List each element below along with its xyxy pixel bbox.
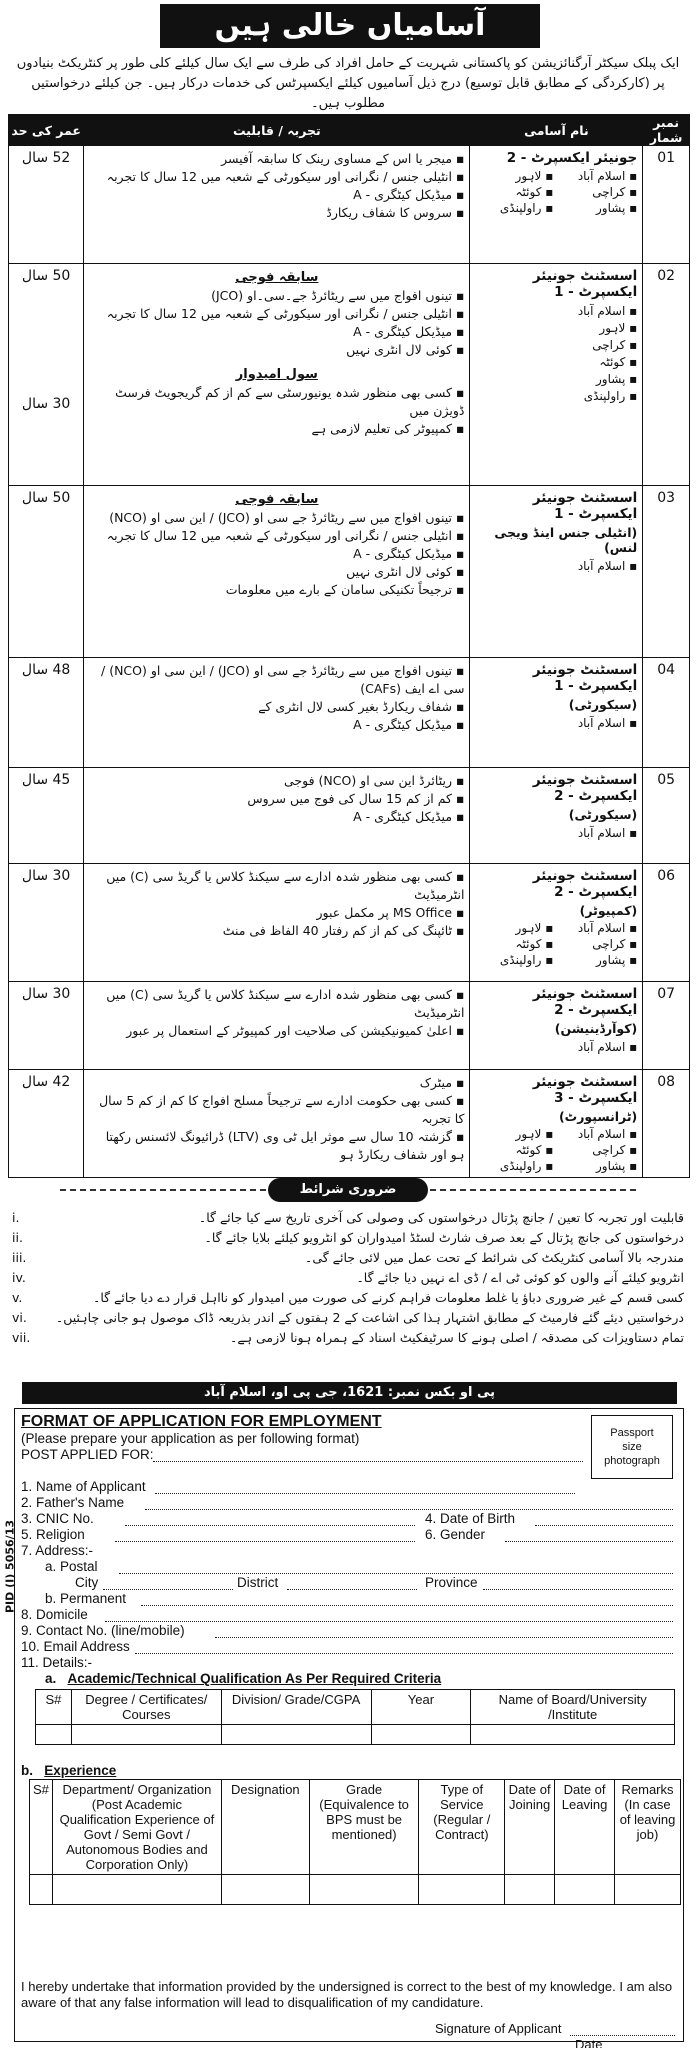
header-sr: نمبر شمار xyxy=(643,115,690,146)
row-qualification xyxy=(84,1070,470,1178)
table-cell[interactable] xyxy=(221,1875,309,1905)
field-label: 4. Date of Birth xyxy=(425,1511,516,1526)
row-qualification xyxy=(84,658,470,768)
term-number: i. xyxy=(12,1210,20,1225)
table-cell[interactable] xyxy=(71,1725,221,1745)
location: ▪ کراچی xyxy=(475,337,637,354)
date-label: Date xyxy=(575,2037,603,2048)
experience-col: Date of Joining xyxy=(505,1780,555,1875)
row-post xyxy=(470,864,643,982)
location: ▪ لاہور xyxy=(475,320,637,337)
table-row xyxy=(9,146,690,264)
location: ▪ اسلام آباد xyxy=(475,825,637,842)
table-cell[interactable] xyxy=(419,1875,505,1905)
age-limit: 50 سال xyxy=(21,490,71,506)
qualification-item: ▪ میجر یا اس کے مساوی رینک کا سابقہ آفیسر xyxy=(89,150,464,168)
experience-col: Remarks (In case of leaving job) xyxy=(615,1780,681,1875)
term-item xyxy=(12,1208,684,1228)
signature-text: Signature of Applicant xyxy=(435,2021,562,2036)
row-qualification xyxy=(84,146,470,264)
location: ▪ لاہور xyxy=(475,169,553,183)
academic-title: Academic/Technical Qualification As Per Required Criteria xyxy=(67,1671,442,1686)
qualification-item: ▪ تینوں افواج میں سے ریٹائرڈ جے سی او (JCO) / این سی او (NCO) xyxy=(89,509,464,527)
post-applied-label: POST APPLIED FOR: xyxy=(21,1447,154,1462)
academic-row xyxy=(36,1725,675,1745)
post-title: اسسٹنٹ جونیئر ایکسپرٹ - 2 xyxy=(532,772,638,804)
experience-col: S# xyxy=(30,1780,53,1875)
experience-col: Date of Leaving xyxy=(555,1780,615,1875)
experience-col: Grade (Equivalence to BPS must be mentioned) xyxy=(309,1780,419,1875)
post-subtitle: (کوآرڈینیشن) xyxy=(554,1021,638,1036)
qualification-item: ▪ کمپیوٹر کی تعلیم لازمی ہے xyxy=(89,420,464,438)
term-item xyxy=(12,1268,684,1288)
location-list xyxy=(475,1127,637,1173)
form-title: FORMAT OF APPLICATION FOR EMPLOYMENT xyxy=(21,1413,382,1430)
post-title: اسسٹنٹ جونیئر ایکسپرٹ - 2 xyxy=(532,986,638,1018)
location-list xyxy=(475,715,637,732)
table-cell[interactable] xyxy=(221,1725,371,1745)
experience-heading xyxy=(21,1763,116,1778)
post-subtitle: (سیکورٹی) xyxy=(568,697,638,712)
location: ▪ کراچی xyxy=(559,185,637,199)
term-item xyxy=(12,1248,684,1268)
qualification-item: ▪ تینوں افواج میں سے ریٹائرڈ جے سی او (JCO) / این سی او (NCO) / سی اے ایف (CAFs) xyxy=(89,662,464,698)
term-item xyxy=(12,1228,684,1248)
location-list xyxy=(475,303,637,405)
name-field[interactable] xyxy=(155,1493,575,1494)
table-row xyxy=(9,658,690,768)
academic-col: Division/ Grade/CGPA xyxy=(221,1690,371,1725)
row-post xyxy=(470,486,643,658)
photo-label: Passport xyxy=(610,1427,654,1439)
location-list xyxy=(475,558,637,575)
qualification-heading: سول امیدوار xyxy=(235,367,318,382)
photo-label: size xyxy=(622,1441,642,1453)
qualification-item: ▪ کم از کم 15 سال کی فوج میں سروس xyxy=(89,790,464,808)
qualification-item: ▪ MS Office پر مکمل عبور xyxy=(89,904,464,922)
qualification-item: ▪ انٹیلی جنس / نگرانی اور سیکورٹی کے شعبہ میں 12 سال کا تجربہ xyxy=(89,527,464,545)
field-label: a. Postal xyxy=(45,1559,98,1574)
academic-col: Degree / Certificates/ Courses xyxy=(71,1690,221,1725)
post-subtitle: (سیکورٹی) xyxy=(568,807,638,822)
row-sr: 01 xyxy=(643,146,690,264)
qualification-item: ▪ میٹرک xyxy=(89,1074,464,1092)
religion-field[interactable] xyxy=(115,1541,415,1542)
table-cell[interactable] xyxy=(371,1725,471,1745)
table-row xyxy=(9,982,690,1070)
field-label: 9. Contact No. (line/mobile) xyxy=(21,1623,185,1638)
table-cell[interactable] xyxy=(555,1875,615,1905)
location: ▪ کوئٹہ xyxy=(475,937,553,951)
qualification-item: ▪ انٹیلی جنس / نگرانی اور سیکورٹی کے شعبہ میں 12 سال کا تجربہ xyxy=(89,168,464,186)
row-post xyxy=(470,768,643,864)
field-label: 11. Details:- xyxy=(21,1655,93,1670)
qualification-item: ▪ کسی بھی حکومت ادارے سے ترجیحاً مسلح افواج کا کم از کم 5 سال کا تجربہ xyxy=(89,1092,464,1128)
location: ▪ راولپنڈی xyxy=(475,201,553,215)
post-applied-field[interactable] xyxy=(153,1461,583,1462)
field-label: 2. Father's Name xyxy=(21,1495,125,1510)
post-title: اسسٹنٹ جونیئر ایکسپرٹ - 1 xyxy=(532,662,638,694)
location-list xyxy=(475,921,637,967)
row-sr: 08 xyxy=(643,1070,690,1178)
term-number: v. xyxy=(12,1290,23,1305)
term-text: انٹرویو کیلئے آنے والوں کو کوئی ٹی اے / ڈی اے نہیں دیا جائے گا۔ xyxy=(356,1270,684,1285)
location: ▪ کوئٹہ xyxy=(475,185,553,199)
email-field[interactable] xyxy=(135,1653,673,1654)
post-title: اسسٹنٹ جونیئر ایکسپرٹ - 3 xyxy=(532,1074,638,1106)
row-sr: 04 xyxy=(643,658,690,768)
table-cell[interactable] xyxy=(615,1875,681,1905)
age-limit: 30 سال xyxy=(21,396,71,412)
term-text: تمام دستاویزات کی مصدقہ / اصلی ہونے کا سرٹیفکیٹ اسناد کے ہمراہ ہونا لازمی ہے۔ xyxy=(230,1330,684,1345)
location: ▪ اسلام آباد xyxy=(475,1039,637,1056)
location: ▪ اسلام آباد xyxy=(475,558,637,575)
qualification-item: ▪ انٹیلی جنس / نگرانی اور سیکورٹی کے شعبہ میں 12 سال کا تجربہ xyxy=(89,305,464,323)
location: ▪ اسلام آباد xyxy=(475,303,637,320)
row-age xyxy=(9,486,84,658)
row-post xyxy=(470,264,643,486)
table-cell[interactable] xyxy=(30,1875,53,1905)
academic-header-row xyxy=(36,1690,675,1725)
field-label: 1. Name of Applicant xyxy=(21,1479,146,1494)
location: ▪ اسلام آباد xyxy=(475,715,637,732)
field-label: District xyxy=(237,1575,279,1590)
post-title: اسسٹنٹ جونیئر ایکسپرٹ - 1 xyxy=(532,490,638,522)
province-field[interactable] xyxy=(483,1589,673,1590)
row-age xyxy=(9,264,84,486)
table-cell[interactable] xyxy=(505,1875,555,1905)
experience-col: Department/ Organization (Post Academic Qualification Experience of Govt / Semi Govt / Autonomous Bodies and Corporation Only) xyxy=(52,1780,221,1875)
district-field[interactable] xyxy=(287,1589,417,1590)
table-header-row xyxy=(9,115,690,146)
location: ▪ راولپنڈی xyxy=(475,1159,553,1173)
qualification-item: ▪ کسی بھی منظور شدہ یونیورسٹی سے کم از کم گریجویٹ فرسٹ ڈویژن میں xyxy=(89,384,464,420)
row-post xyxy=(470,146,643,264)
experience-col: Type of Service (Regular / Contract) xyxy=(419,1780,505,1875)
row-qualification xyxy=(84,982,470,1070)
location: ▪ پشاور xyxy=(559,953,637,967)
qualification-heading: سابقہ فوجی xyxy=(235,492,319,507)
term-text: مندرجہ بالا آسامی کنٹریکٹ کی شرائط کے تحت عمل میں لائی جائے گی۔ xyxy=(305,1250,684,1265)
page-title: آسامیاں خالی ہیں xyxy=(160,4,540,48)
vacancies-table xyxy=(8,114,690,1178)
row-qualification xyxy=(84,864,470,982)
row-sr: 02 xyxy=(643,264,690,486)
field-label: 10. Email Address xyxy=(21,1639,130,1654)
location: ▪ پشاور xyxy=(559,1159,637,1173)
qualification-item: ▪ کسی بھی منظور شدہ ادارے سے سیکنڈ کلاس یا گریڈ سی (C) میں انٹرمیڈیٹ xyxy=(89,986,464,1022)
term-item xyxy=(12,1288,684,1308)
experience-table xyxy=(29,1779,681,1905)
table-cell[interactable] xyxy=(471,1725,675,1745)
field-label: City xyxy=(75,1575,99,1590)
dob-field[interactable] xyxy=(535,1525,673,1526)
row-age xyxy=(9,146,84,264)
location: ▪ پشاور xyxy=(475,371,637,388)
academic-table xyxy=(35,1689,675,1745)
field-label: b. Permanent xyxy=(45,1591,127,1606)
location: ▪ اسلام آباد xyxy=(559,1127,637,1141)
signature-field[interactable] xyxy=(570,2035,675,2036)
father-name-field[interactable] xyxy=(145,1509,673,1510)
table-row xyxy=(9,486,690,658)
term-text: درخواستیں دیئے گئے فارمیٹ کے مطابق اشتہار ہذا کی اشاعت کے 2 ہفتوں کے اندر بذریعہ ڈاک موصول ہو جانی چاہئیں۔ xyxy=(55,1310,684,1325)
term-item xyxy=(12,1328,684,1348)
terms-heading: ضروری شرائط xyxy=(268,1178,428,1202)
age-limit: 48 سال xyxy=(21,662,71,678)
location: ▪ لاہور xyxy=(475,1127,553,1141)
post-subtitle: (ٹرانسپورٹ) xyxy=(558,1109,638,1124)
age-limit: 30 سال xyxy=(21,986,71,1002)
pid-text: PID (I) 5056/13 xyxy=(3,1519,17,1614)
term-text: کسی قسم کے غیر ضروری دباؤ یا غلط معلومات فراہم کرنے کی صورت میں امیدوار کو نااہل قرار دے دیا جائے گا۔ xyxy=(93,1290,684,1305)
term-number: iii. xyxy=(12,1250,27,1265)
qualification-item: ▪ ٹائپنگ کی کم از کم رفتار 40 الفاظ فی منٹ xyxy=(89,922,464,940)
row-age xyxy=(9,864,84,982)
qualification-item: ▪ کوئی لال انٹری نہیں xyxy=(89,563,464,581)
location: ▪ لاہور xyxy=(475,921,553,935)
field-label: 6. Gender xyxy=(425,1527,486,1542)
qualification-item: ▪ سروس کا شفاف ریکارڈ xyxy=(89,204,464,222)
qualification-item: ▪ میڈیکل کیٹگری - A xyxy=(89,186,464,204)
age-limit: 45 سال xyxy=(21,772,71,788)
term-item xyxy=(12,1308,684,1328)
field-label: Province xyxy=(425,1575,478,1590)
row-qualification xyxy=(84,768,470,864)
table-row xyxy=(9,768,690,864)
location: ▪ کراچی xyxy=(559,1143,637,1157)
domicile-field[interactable] xyxy=(105,1621,673,1622)
post-subtitle: (کمپیوٹر) xyxy=(579,903,638,918)
field-label: 3. CNIC No. xyxy=(21,1511,94,1526)
table-row xyxy=(9,1070,690,1178)
row-age xyxy=(9,658,84,768)
qualification-item: ▪ ترجیحاً تکنیکی سامان کے بارے میں معلومات xyxy=(89,581,464,599)
location: ▪ راولپنڈی xyxy=(475,388,637,405)
qualification-item: ▪ کسی بھی منظور شدہ ادارے سے سیکنڈ کلاس یا گریڈ سی (C) میں انٹرمیڈیٹ xyxy=(89,868,464,904)
row-sr: 05 xyxy=(643,768,690,864)
term-number: vi. xyxy=(12,1310,27,1325)
post-title: اسسٹنٹ جونیئر ایکسپرٹ - 2 xyxy=(532,868,638,900)
table-cell[interactable] xyxy=(309,1875,419,1905)
contact-field[interactable] xyxy=(215,1637,673,1638)
qualification-item: ▪ ریٹائرڈ این سی او (NCO) فوجی xyxy=(89,772,464,790)
experience-label: b. xyxy=(21,1763,33,1778)
photo-box xyxy=(591,1415,673,1479)
table-cell[interactable] xyxy=(36,1725,72,1745)
row-age xyxy=(9,1070,84,1178)
age-limit: 52 سال xyxy=(21,150,71,166)
gender-field[interactable] xyxy=(505,1541,673,1542)
field-label: 5. Religion xyxy=(21,1527,85,1542)
experience-col: Designation xyxy=(221,1780,309,1875)
location: ▪ پشاور xyxy=(559,201,637,215)
row-sr: 03 xyxy=(643,486,690,658)
term-number: vii. xyxy=(12,1330,31,1345)
age-limit: 30 سال xyxy=(21,868,71,884)
qualification-item: ▪ میڈیکل کیٹگری - A xyxy=(89,808,464,826)
postal-address-field[interactable] xyxy=(119,1573,673,1574)
table-cell[interactable] xyxy=(52,1875,221,1905)
location: ▪ کوئٹہ xyxy=(475,1143,553,1157)
intro-paragraph: ایک پبلک سیکٹر آرگنائزیشن کو پاکستانی شہریت کے حامل افراد کی طرف سے ایک سال کیلئے کلی طور پر کنٹریکٹ بنیادوں پر (کارکردگی کے مطابق قابل توسیع) درج ذیل آسامیوں کیلئے ایکسپرٹس کی خدمات درکار ہیں۔ جن کیلئے درخواستیں مطلوب ہیں۔ xyxy=(16,56,680,111)
post-subtitle: (انٹیلی جنس اینڈ ویجی لنس) xyxy=(494,525,638,555)
location-list xyxy=(475,169,637,215)
header-qualification: تجربہ / قابلیت xyxy=(84,115,470,146)
table-row xyxy=(9,864,690,982)
location: ▪ کوئٹہ xyxy=(475,354,637,371)
signature-label xyxy=(435,2021,561,2036)
row-post xyxy=(470,658,643,768)
term-text: قابلیت اور تجربہ کا تعین / جانچ پڑتال درخواستوں کی وصولی کی آخری تاریخ سے کیا جائے گا۔ xyxy=(198,1210,684,1225)
academic-col: Year xyxy=(371,1690,471,1725)
qualification-item: ▪ میڈیکل کیٹگری - A xyxy=(89,716,464,734)
location: ▪ راولپنڈی xyxy=(475,953,553,967)
application-form xyxy=(14,1408,684,2048)
location-list xyxy=(475,825,637,842)
qualification-item: ▪ اعلیٰ کمیونیکیشن کی صلاحیت اور کمپیوٹر کے استعمال پر عبور xyxy=(89,1022,464,1040)
term-number: iv. xyxy=(12,1270,26,1285)
academic-col: Name of Board/University /Institute xyxy=(471,1690,675,1725)
experience-row xyxy=(30,1875,681,1905)
header-post: نام آسامی xyxy=(470,115,643,146)
terms-list xyxy=(12,1208,684,1348)
table-row xyxy=(9,264,690,486)
cnic-field[interactable] xyxy=(125,1525,415,1526)
age-limit: 42 سال xyxy=(21,1074,71,1090)
qualification-item: ▪ تینوں افواج میں سے ریٹائرڈ جے۔سی۔او (JCO) xyxy=(89,287,464,305)
qualification-item: ▪ گزشتہ 10 سال سے موثر ایل ٹی وی (LTV) ڈرائیونگ لائسنس رکھتا ہو اور شفاف ریکارڈ ہو xyxy=(89,1128,464,1164)
location: ▪ کراچی xyxy=(559,937,637,951)
field-label: 8. Domicile xyxy=(21,1607,88,1622)
post-title: اسسٹنٹ جونیئر ایکسپرٹ - 1 xyxy=(532,268,638,300)
experience-title: Experience xyxy=(44,1763,117,1778)
form-note: (Please prepare your application as per following format) xyxy=(21,1431,360,1446)
qualification-item: ▪ میڈیکل کیٹگری - A xyxy=(89,545,464,563)
header-age: عمر کی حد xyxy=(9,115,84,146)
qualification-item: ▪ کوئی لال انٹری نہیں xyxy=(89,341,464,359)
term-number: ii. xyxy=(12,1230,23,1245)
academic-label: a. xyxy=(45,1671,57,1686)
academic-col: S# xyxy=(36,1690,72,1725)
age-limit: 50 سال xyxy=(21,268,71,284)
row-qualification xyxy=(84,264,470,486)
photo-label: photograph xyxy=(604,1455,660,1467)
row-sr: 06 xyxy=(643,864,690,982)
academic-heading xyxy=(45,1671,441,1686)
undertaking-text: I hereby undertake that information provided by the undersigned is correct to the best of my knowledge. I am also aware of that any false information will lead to disqualification of my candidature. xyxy=(21,1979,673,2010)
row-qualification xyxy=(84,486,470,658)
field-label: 7. Address:- xyxy=(21,1543,94,1558)
location-list xyxy=(475,1039,637,1056)
permanent-address-field[interactable] xyxy=(141,1605,673,1606)
row-age xyxy=(9,768,84,864)
row-post xyxy=(470,982,643,1070)
post-title: جونیئر ایکسپرٹ - 2 xyxy=(506,150,638,166)
experience-header-row xyxy=(30,1780,681,1875)
qualification-heading: سابقہ فوجی xyxy=(235,270,319,285)
row-post xyxy=(470,1070,643,1178)
po-box-address: پی او بکس نمبر: 1621، جی پی او، اسلام آباد xyxy=(22,1382,677,1404)
city-field[interactable] xyxy=(103,1589,233,1590)
term-text: درخواستوں کی جانچ پڑتال کے بعد صرف شارٹ لسٹڈ امیدواران کو انٹرویو کیلئے بلایا جائے گا۔ xyxy=(204,1230,684,1245)
row-sr: 07 xyxy=(643,982,690,1070)
qualification-item: ▪ شفاف ریکارڈ بغیر کسی لال انٹری کے xyxy=(89,698,464,716)
location: ▪ اسلام آباد xyxy=(559,921,637,935)
qualification-item: ▪ میڈیکل کیٹگری - A xyxy=(89,323,464,341)
row-age xyxy=(9,982,84,1070)
location: ▪ اسلام آباد xyxy=(559,169,637,183)
